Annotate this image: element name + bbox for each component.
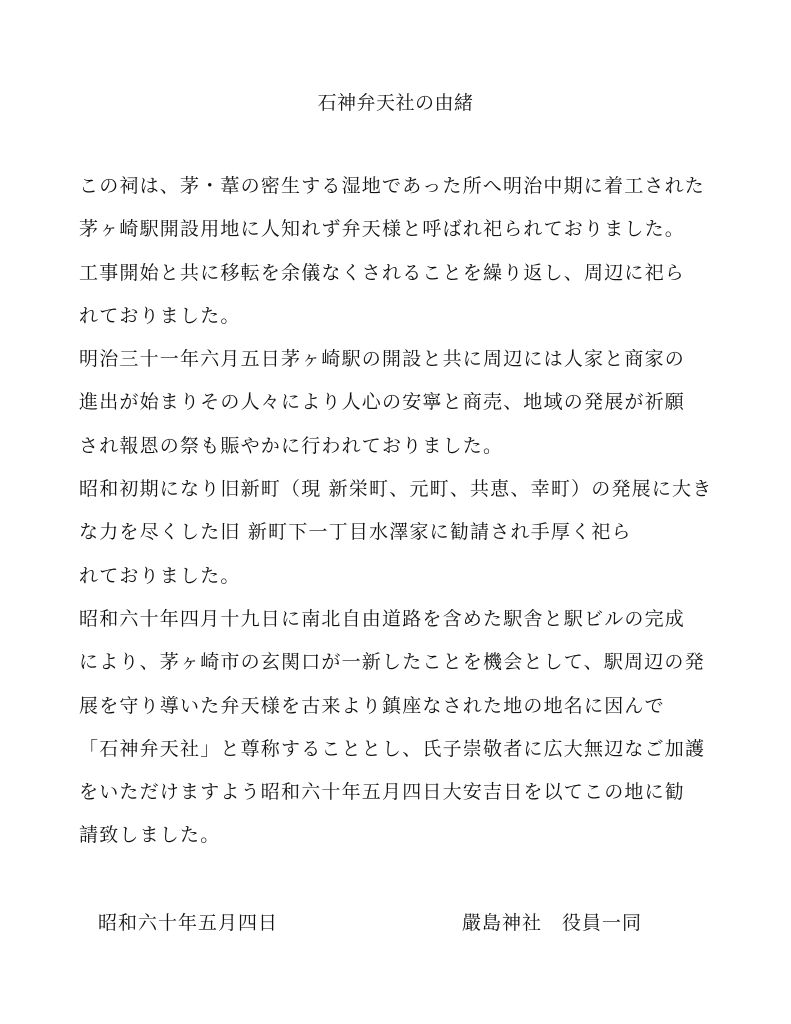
body-line-16: 請致しました。 <box>79 824 221 847</box>
document-body <box>79 170 759 863</box>
footer-signature: 嚴島神社 役員一同 <box>462 912 643 934</box>
body-line-3: 工事開始と共に移転を余儀なくされることを繰り返し、周辺に祀ら <box>79 261 686 284</box>
body-line-6: 進出が始まりその人々により人心の安寧と商売、地域の発展が祈願 <box>79 391 686 414</box>
body-line-2: 茅ヶ崎駅開設用地に人知れず弁天様と呼ばれ祀られておりました。 <box>79 218 686 241</box>
body-line-13: 展を守り導いた弁天様を古来より鎮座なされた地の地名に因んで <box>79 694 665 717</box>
body-line-7: され報恩の祭も賑やかに行われておりました。 <box>79 434 504 457</box>
body-line-8: 昭和初期になり旧新町（現 新栄町、元町、共恵、幸町）の発展に大き <box>79 478 713 501</box>
body-line-12: により、茅ヶ崎市の玄関口が一新したことを機会として、駅周辺の発 <box>79 651 705 674</box>
body-line-9: な力を尽くした旧 新町下一丁目水澤家に勧請され手厚く祀ら <box>79 521 632 544</box>
body-line-14: 「石神弁天社」と尊称することとし、氏子崇敬者に広大無辺なご加護 <box>79 737 706 760</box>
body-line-11: 昭和六十年四月十九日に南北自由道路を含めた駅舎と駅ビルの完成 <box>79 607 686 630</box>
body-line-5: 明治三十一年六月五日茅ヶ崎駅の開設と共に周辺には人家と商家の <box>79 348 686 371</box>
body-line-10: れておりました。 <box>79 564 241 587</box>
footer-date: 昭和六十年五月四日 <box>98 912 279 934</box>
body-line-4: れておりました。 <box>79 304 241 327</box>
body-line-15: をいただけますよう昭和六十年五月四日大安吉日を以てこの地に勧 <box>79 781 686 804</box>
body-line-1: この祠は、茅・葦の密生する湿地であった所へ明治中期に着工された <box>79 175 706 197</box>
document-title: 石神弁天社の由緒 <box>317 92 474 114</box>
